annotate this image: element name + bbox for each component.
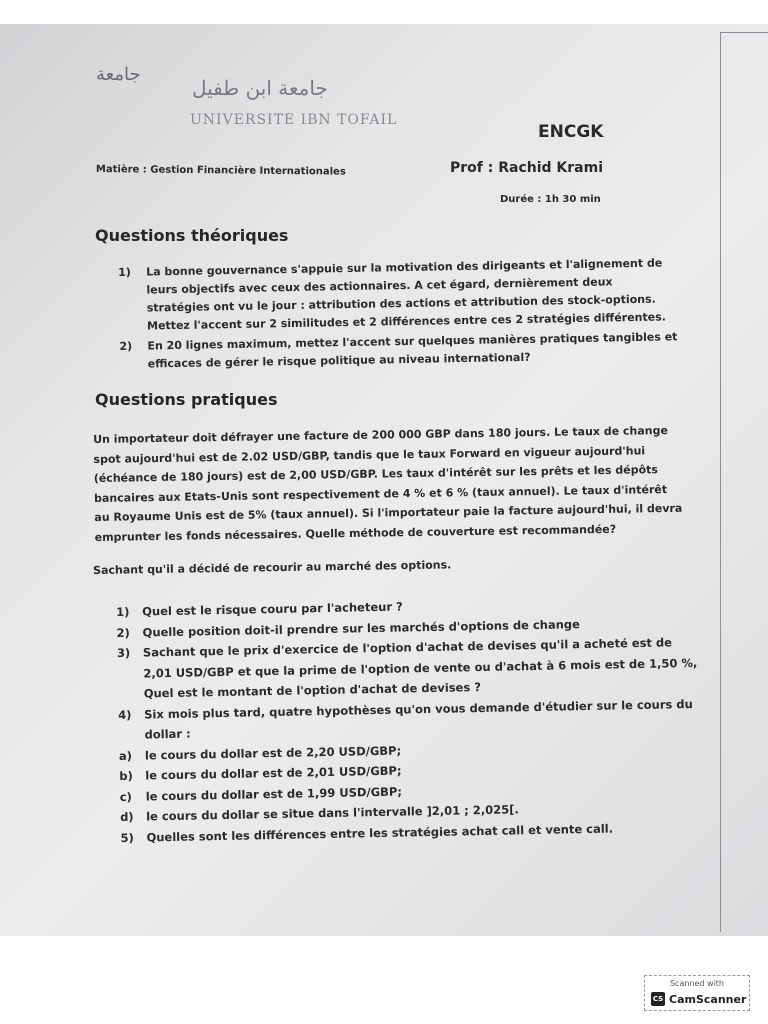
camscanner-icon: CS [651, 992, 665, 1006]
item-text: le cours du dollar est de 2,20 USD/GBP; [144, 743, 402, 762]
theory-question-2 [119, 328, 680, 374]
item-number: a) [118, 748, 133, 763]
camscanner-name: CamScanner [669, 992, 747, 1006]
question-text: La bonne gouvernance s'appuie sur la motivation des dirigeants et l'alignement de leurs objectifs avec ceux des actionnaires. A cet égard, dernièrement deux stratégies ont vu le jour : attribution des actions et attribution des stock-options. Mettez l'accent sur 2 similitudes et 2 différences entre ces 2 stratégies différentes. [146, 256, 666, 333]
item-number: 3) [116, 645, 131, 660]
practice-paragraph: Un importateur doit défrayer une facture de 200 000 GBP dans 180 jours. Le taux de change spot aujourd'hui est de 2.02 USD/GBP, tandis que le taux Forward en vigueur aujourd'hui (échéance de 180 jours) est de 2,00 USD/GBP. Les taux d'intérêt sur les prêts et les dépôts bancaires aux Etats-Unis sont respectivement de 4 % et 6 % (taux annuel). Le taux d'intérêt au Royaume Unis est de 5% (taux annuel). Si l'importateur paie la facture aujourd'hui, il devra emprunter les fonds nécessaires. Quelle méthode de couverture est recommandée? [93, 423, 683, 544]
practice-item [117, 632, 704, 705]
paper-edge [720, 32, 721, 932]
theory-title: Questions théoriques [95, 226, 289, 245]
school-name: ENCGK [538, 122, 604, 142]
theory-question-1 [118, 254, 679, 336]
item-text: Quelle position doit-il prendre sur les marchés d'options de change [142, 616, 581, 639]
item-text: le cours du dollar se situe dans l'intervalle ]2,01 ; 2,025[. [145, 802, 519, 824]
item-text: le cours du dollar est de 2,01 USD/GBP; [145, 763, 402, 783]
item-number: 4) [118, 707, 132, 722]
practice-intro: Sachant qu'il a décidé de recourir au marché des options. [93, 558, 452, 577]
professor-name: Prof : Rachid Krami [450, 160, 603, 176]
theory-questions [118, 254, 680, 376]
question-text: En 20 lignes maximum, mettez l'accent sur quelques manières pratiques tangibles et efficaces de gérer le risque politique au niveau international? [147, 330, 678, 371]
university-name-french: UNIVERSITE IBN TOFAIL [190, 112, 398, 128]
item-number: c) [119, 789, 132, 804]
scanned-with-label: Scanned with [669, 979, 725, 988]
item-text: Quelles sont les différences entre les stratégies achat call et vente call. [146, 821, 614, 844]
exam-duration: Durée : 1h 30 min [500, 194, 601, 205]
item-number: d) [119, 809, 134, 824]
item-number: 2) [116, 625, 130, 640]
item-text: Six mois plus tard, quatre hypothèses qu'on vous demande d'étudier sur le cours du dollar : [144, 696, 693, 742]
item-number: 5) [120, 830, 134, 845]
item-number: b) [119, 768, 133, 783]
document-photo [0, 24, 768, 936]
item-number: 1) [116, 604, 130, 619]
question-number: 1) [118, 265, 131, 279]
item-text: Sachant que le prix d'exercice de l'option d'achat de devises qu'il a acheté est de 2,01 USD/GBP et que la prime de l'option de vente ou d'achat à 6 mois est de 1,50 %, Quel est le montant de l'option d'achat de devises ? [142, 635, 698, 701]
item-text: le cours du dollar est de 1,99 USD/GBP; [145, 784, 403, 803]
practice-questions [116, 591, 707, 848]
question-number: 2) [119, 339, 133, 353]
university-name-arabic: جامعة ابن طفيل [192, 76, 328, 100]
subject-line: Matière : Gestion Financière Internationales [95, 164, 346, 178]
item-text: Quel est le risque couru par l'acheteur ? [142, 599, 403, 619]
paper-edge-top [720, 32, 768, 33]
camscanner-badge [644, 975, 750, 1011]
practice-title: Questions pratiques [95, 390, 278, 409]
university-logo: جامعة [96, 64, 141, 85]
camscanner-brand [651, 992, 746, 1006]
